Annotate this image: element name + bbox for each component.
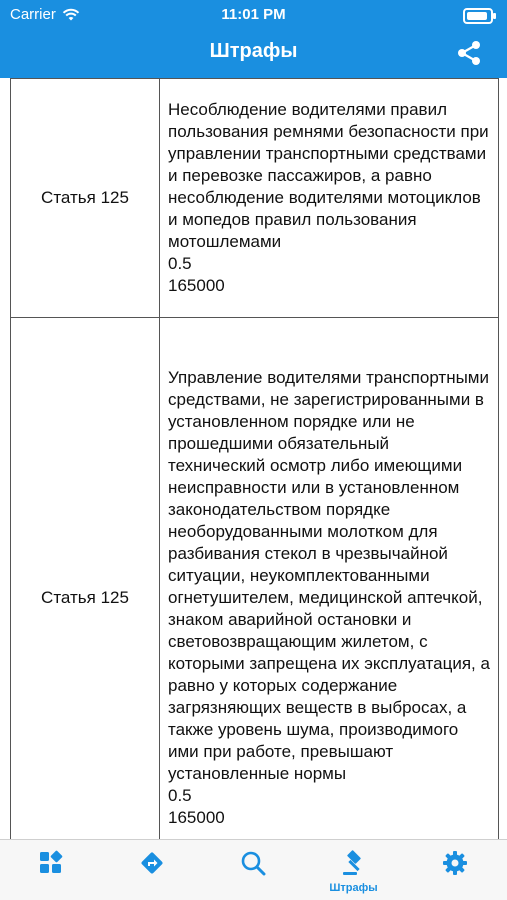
carrier-label: Carrier (10, 6, 56, 23)
tab-bar (0, 839, 507, 900)
fine-description: Несоблюдение водителями правил пользования ремнями безопасности при управлении транспортными средствами и перевозке пассажиров, а равно несоблюдение водителями мотоциклов и мопедов правил пользования мотошлемами (168, 100, 489, 251)
tab-fines[interactable] (303, 840, 404, 900)
directions-icon (139, 850, 165, 876)
fine-coefficient: 0.5 (168, 786, 192, 805)
status-bar (0, 0, 507, 30)
fine-amount: 165000 (168, 276, 225, 295)
fine-description: Управление водителями транспортными средствами, не зарегистрированными в установленном порядке или не прошедшими обязательный технический осмотр либо имеющими неисправности или в установленном законодательством порядке необорудованными молотком для разбивания стекол в чрезвычайной ситуации, неукомплектованными огнетушителем, медицинской аптечкой, знаком аварийной остановки и световозвращающим жилетом, с которыми запрещена их эксплуатация, а равно у которых содержание загрязняющих веществ в выбросах, а также уровень шума, производимого ими при работе, превышают установленные нормы (168, 368, 490, 783)
fine-amount: 165000 (168, 808, 225, 827)
tab-dashboard[interactable] (0, 840, 101, 900)
navigation-bar (0, 0, 507, 78)
description-cell (160, 79, 499, 318)
gear-icon (442, 850, 468, 876)
table-row[interactable] (11, 79, 499, 318)
clock: 11:01 PM (221, 6, 286, 23)
page-title: Штрафы (209, 40, 298, 62)
battery-icon (463, 8, 493, 24)
description-cell (160, 318, 499, 841)
fines-table (10, 78, 499, 840)
share-icon[interactable] (455, 39, 483, 67)
article-cell: Статья 125 (11, 318, 160, 841)
article-cell: Статья 125 (11, 79, 160, 318)
fines-list[interactable] (0, 78, 507, 840)
tab-directions[interactable] (101, 840, 202, 900)
fine-coefficient: 0.5 (168, 254, 192, 273)
table-row[interactable] (11, 318, 499, 841)
tab-fines-label: Штрафы (329, 882, 378, 894)
dashboard-icon (38, 850, 64, 876)
tab-search[interactable] (202, 840, 303, 900)
tab-settings[interactable] (404, 840, 505, 900)
search-icon (240, 850, 266, 876)
gavel-icon (341, 850, 367, 876)
